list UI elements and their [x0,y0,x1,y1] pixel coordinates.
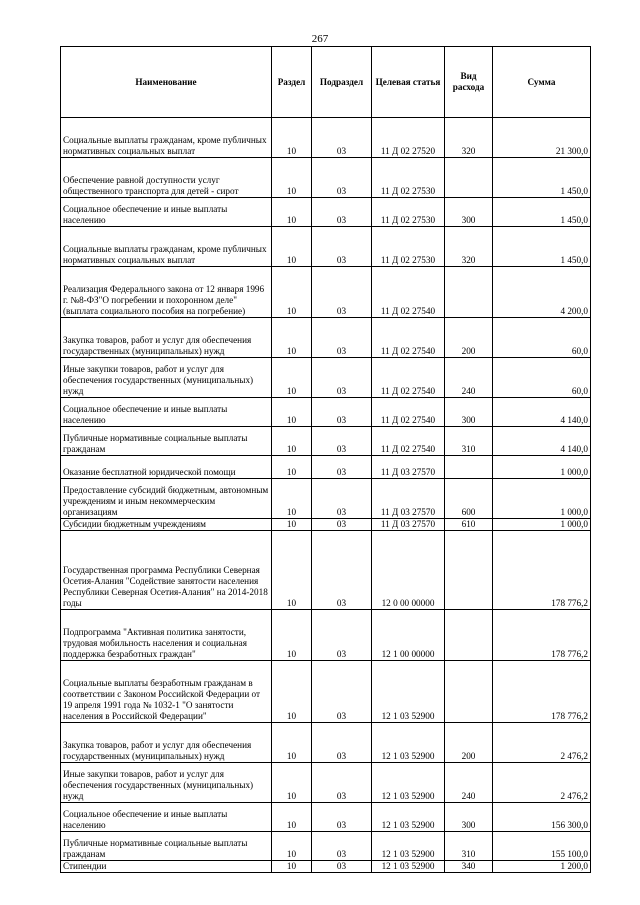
cell-section: 10 [272,427,312,456]
table-row [61,479,591,519]
cell-expense: 320 [445,118,493,158]
cell-name: Стипендии [61,861,272,873]
cell-sum: 2 476,2 [493,723,591,763]
cell-sum: 156 300,0 [493,803,591,832]
cell-sum: 60,0 [493,318,591,358]
cell-expense: 600 [445,479,493,519]
cell-target: 12 1 03 52900 [372,661,445,723]
cell-expense: 200 [445,318,493,358]
cell-target: 12 0 00 00000 [372,531,445,610]
cell-target: 12 1 03 52900 [372,832,445,861]
cell-section: 10 [272,456,312,479]
cell-target: 11 Д 02 27540 [372,398,445,427]
cell-subsection: 03 [312,427,372,456]
cell-sum: 60,0 [493,358,591,398]
cell-section: 10 [272,158,312,198]
cell-section: 10 [272,198,312,227]
cell-subsection: 03 [312,267,372,318]
cell-expense: 240 [445,358,493,398]
cell-target: 11 Д 02 27540 [372,318,445,358]
cell-subsection: 03 [312,763,372,803]
cell-section: 10 [272,861,312,873]
cell-subsection: 03 [312,531,372,610]
cell-subsection: 03 [312,318,372,358]
cell-target: 11 Д 02 27520 [372,118,445,158]
cell-sum: 1 450,0 [493,198,591,227]
cell-name: Реализация Федерального закона от 12 января 1996 г. №8-ФЗ"О погребении и похоронном деле" (выплата социального пособия на погребение) [61,267,272,318]
cell-name: Социальные выплаты гражданам, кроме публичных нормативных социальных выплат [61,227,272,267]
cell-sum: 155 100,0 [493,832,591,861]
cell-target: 11 Д 03 27570 [372,519,445,531]
cell-target: 11 Д 03 27570 [372,479,445,519]
cell-sum: 178 776,2 [493,661,591,723]
cell-sum: 4 140,0 [493,427,591,456]
cell-subsection: 03 [312,158,372,198]
cell-section: 10 [272,118,312,158]
cell-name: Закупка товаров, работ и услуг для обеспечения государственных (муниципальных) нужд [61,723,272,763]
table-row [61,227,591,267]
cell-subsection: 03 [312,610,372,661]
table-row [61,661,591,723]
cell-subsection: 03 [312,661,372,723]
cell-name: Социальное обеспечение и иные выплаты населению [61,198,272,227]
table-row [61,610,591,661]
cell-subsection: 03 [312,198,372,227]
cell-target: 12 1 03 52900 [372,861,445,873]
cell-name: Субсидии бюджетным учреждениям [61,519,272,531]
cell-expense [445,531,493,610]
cell-section: 10 [272,227,312,267]
cell-sum: 1 000,0 [493,456,591,479]
cell-name: Социальное обеспечение и иные выплаты населению [61,398,272,427]
cell-target: 12 1 03 52900 [372,763,445,803]
cell-target: 12 1 03 52900 [372,803,445,832]
cell-name: Предоставление субсидий бюджетным, автономным учреждениям и иным некоммерческим организациям [61,479,272,519]
cell-expense: 320 [445,227,493,267]
cell-expense [445,456,493,479]
cell-sum: 4 200,0 [493,267,591,318]
cell-subsection: 03 [312,479,372,519]
cell-subsection: 03 [312,861,372,873]
cell-name: Иные закупки товаров, работ и услуг для обеспечения государственных (муниципальных) нужд [61,763,272,803]
cell-section: 10 [272,358,312,398]
table-row [61,456,591,479]
cell-name: Иные закупки товаров, работ и услуг для обеспечения государственных (муниципальных) нужд [61,358,272,398]
table-row [61,832,591,861]
cell-section: 10 [272,832,312,861]
table-row [61,803,591,832]
table-row [61,158,591,198]
cell-subsection: 03 [312,398,372,427]
cell-section: 10 [272,318,312,358]
cell-subsection: 03 [312,456,372,479]
cell-expense [445,610,493,661]
cell-section: 10 [272,610,312,661]
cell-target: 11 Д 02 27540 [372,267,445,318]
cell-section: 10 [272,661,312,723]
cell-name: Публичные нормативные социальные выплаты гражданам [61,832,272,861]
cell-expense: 610 [445,519,493,531]
cell-expense: 310 [445,832,493,861]
cell-subsection: 03 [312,803,372,832]
cell-target: 11 Д 02 27530 [372,198,445,227]
page-number: 267 [311,33,329,45]
table-row [61,861,591,873]
cell-section: 10 [272,531,312,610]
cell-sum: 178 776,2 [493,610,591,661]
budget-table [60,46,591,873]
cell-sum: 1 450,0 [493,158,591,198]
table-row [61,723,591,763]
cell-sum: 4 140,0 [493,398,591,427]
cell-name: Подпрограмма "Активная политика занятости, трудовая мобильность населения и социальная поддержка безработных граждан" [61,610,272,661]
cell-expense: 240 [445,763,493,803]
cell-expense: 300 [445,198,493,227]
header-sum: Сумма [493,47,591,118]
cell-expense: 300 [445,803,493,832]
table-row [61,519,591,531]
cell-name: Публичные нормативные социальные выплаты гражданам [61,427,272,456]
cell-target: 12 1 03 52900 [372,723,445,763]
table-row [61,198,591,227]
table-header-row [61,47,591,118]
table-row [61,267,591,318]
header-target: Целевая статья [372,47,445,118]
cell-target: 11 Д 02 27540 [372,358,445,398]
cell-name: Социальное обеспечение и иные выплаты населению [61,803,272,832]
cell-expense: 300 [445,398,493,427]
table-row [61,358,591,398]
header-name: Наименование [61,47,272,118]
cell-subsection: 03 [312,723,372,763]
cell-name: Закупка товаров, работ и услуг для обеспечения государственных (муниципальных) нужд [61,318,272,358]
cell-subsection: 03 [312,832,372,861]
cell-section: 10 [272,479,312,519]
cell-name: Социальные выплаты гражданам, кроме публичных нормативных социальных выплат [61,118,272,158]
cell-subsection: 03 [312,358,372,398]
table-row [61,763,591,803]
cell-section: 10 [272,763,312,803]
cell-sum: 21 300,0 [493,118,591,158]
cell-name: Оказание бесплатной юридической помощи [61,456,272,479]
cell-target: 11 Д 02 27530 [372,227,445,267]
cell-expense [445,267,493,318]
table-row [61,118,591,158]
cell-target: 12 1 00 00000 [372,610,445,661]
table-row [61,398,591,427]
cell-sum: 1 000,0 [493,519,591,531]
cell-sum: 1 000,0 [493,479,591,519]
cell-target: 11 Д 02 27530 [372,158,445,198]
cell-section: 10 [272,398,312,427]
cell-name: Обеспечение равной доступности услуг общественного транспорта для детей - сирот [61,158,272,198]
header-expense: Вид расхода [445,47,493,118]
table-row [61,318,591,358]
cell-subsection: 03 [312,227,372,267]
cell-expense [445,661,493,723]
cell-name: Социальные выплаты безработным гражданам в соответствии с Законом Российской Федерации от 19 апреля 1991 года № 1032-1 "О занятости населения в Российской Федерации" [61,661,272,723]
cell-section: 10 [272,723,312,763]
cell-section: 10 [272,803,312,832]
header-section: Раздел [272,47,312,118]
cell-expense [445,158,493,198]
table-row [61,531,591,610]
cell-section: 10 [272,267,312,318]
cell-expense: 200 [445,723,493,763]
cell-sum: 178 776,2 [493,531,591,610]
cell-sum: 1 450,0 [493,227,591,267]
cell-target: 11 Д 02 27540 [372,427,445,456]
header-subsection: Подраздел [312,47,372,118]
cell-name: Государственная программа Республики Северная Осетия-Алания "Содействие занятости населения Республики Северная Осетия-Алания" на 2014-2018 годы [61,531,272,610]
table-row [61,427,591,456]
cell-expense: 340 [445,861,493,873]
cell-expense: 310 [445,427,493,456]
cell-target: 11 Д 03 27570 [372,456,445,479]
cell-subsection: 03 [312,519,372,531]
cell-sum: 1 200,0 [493,861,591,873]
cell-subsection: 03 [312,118,372,158]
cell-section: 10 [272,519,312,531]
cell-sum: 2 476,2 [493,763,591,803]
